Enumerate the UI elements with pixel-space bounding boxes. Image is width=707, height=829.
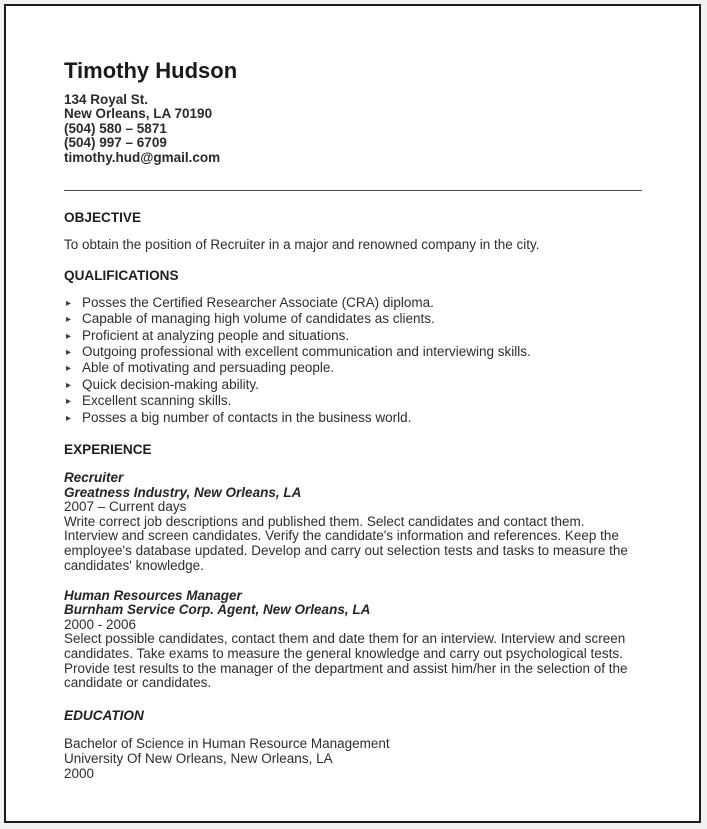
resume-content xyxy=(6,58,699,781)
qualification-item xyxy=(64,410,642,426)
qualification-item xyxy=(64,377,642,393)
objective-text: To obtain the position of Recruiter in a major and renowned company in the city. xyxy=(64,237,540,253)
qualification-item xyxy=(64,360,642,376)
contact-city: New Orleans, LA 70190 xyxy=(64,106,213,122)
triangle-bullet-icon: ▸ xyxy=(66,314,72,326)
triangle-bullet-icon: ▸ xyxy=(66,297,72,309)
header-divider xyxy=(64,190,642,191)
qualification-text: Quick decision-making ability. xyxy=(82,376,259,392)
contact-street: 134 Royal St. xyxy=(64,92,149,107)
job-dates: 2007 – Current days xyxy=(64,499,187,515)
triangle-bullet-icon: ▸ xyxy=(66,346,72,358)
qualification-text: Capable of managing high volume of candidates as clients. xyxy=(82,311,435,327)
education-year: 2000 xyxy=(64,765,95,781)
section-heading-education: EDUCATION xyxy=(64,708,144,724)
qualification-item xyxy=(64,295,642,311)
job-description: Write correct job descriptions and published them. Select candidates and contact them. Interview and screen candidates. Verify the candidate's information and references. Keep the employee's database updated. Develop and carry out selection tests and tasks to measure the candidates' knowledge. xyxy=(64,513,628,573)
person-name: Timothy Hudson xyxy=(64,58,238,83)
job-entry-hr-manager xyxy=(64,589,642,692)
job-title: Recruiter xyxy=(64,469,124,485)
section-heading-experience: EXPERIENCE xyxy=(64,441,152,457)
education-block xyxy=(64,737,642,781)
qualification-item xyxy=(64,344,642,360)
job-company: Burnham Service Corp. Agent, New Orleans, LA xyxy=(64,602,371,618)
education-degree: Bachelor of Science in Human Resource Management xyxy=(64,736,390,752)
triangle-bullet-icon: ▸ xyxy=(66,363,72,375)
contact-block xyxy=(64,93,642,165)
qualification-text: Posses a big number of contacts in the business world. xyxy=(82,409,412,425)
contact-email: timothy.hud@gmail.com xyxy=(64,149,221,165)
resume-page xyxy=(4,4,701,823)
qualifications-list xyxy=(64,295,642,426)
contact-phone-2: (504) 997 – 6709 xyxy=(64,135,167,151)
job-company: Greatness Industry, New Orleans, LA xyxy=(64,484,302,500)
qualification-text: Proficient at analyzing people and situations. xyxy=(82,327,350,343)
job-entry-recruiter xyxy=(64,471,642,574)
qualification-text: Outgoing professional with excellent communication and interviewing skills. xyxy=(82,343,531,359)
job-dates: 2000 - 2006 xyxy=(64,616,137,632)
job-description: Select possible candidates, contact them and date them for an interview. Interview and screen candidates. Take exams to measure the general knowledge and carry out psychological tests. Provide test results to the manager of the department and assist him/her in the selection of the candidate or candidates. xyxy=(64,631,628,691)
qualification-text: Able of motivating and persuading people. xyxy=(82,360,335,376)
triangle-bullet-icon: ▸ xyxy=(66,412,72,424)
triangle-bullet-icon: ▸ xyxy=(66,396,72,408)
qualification-item xyxy=(64,393,642,409)
triangle-bullet-icon: ▸ xyxy=(66,379,72,391)
qualification-item xyxy=(64,311,642,327)
triangle-bullet-icon: ▸ xyxy=(66,330,72,342)
qualification-text: Posses the Certified Researcher Associate (CRA) diploma. xyxy=(82,294,434,310)
section-heading-qualifications: QUALIFICATIONS xyxy=(64,267,179,283)
qualification-item xyxy=(64,328,642,344)
job-title: Human Resources Manager xyxy=(64,587,242,603)
qualification-text: Excellent scanning skills. xyxy=(82,393,232,409)
education-school: University Of New Orleans, New Orleans, LA xyxy=(64,750,333,766)
section-heading-objective: OBJECTIVE xyxy=(64,210,142,226)
contact-phone-1: (504) 580 – 5871 xyxy=(64,120,167,136)
